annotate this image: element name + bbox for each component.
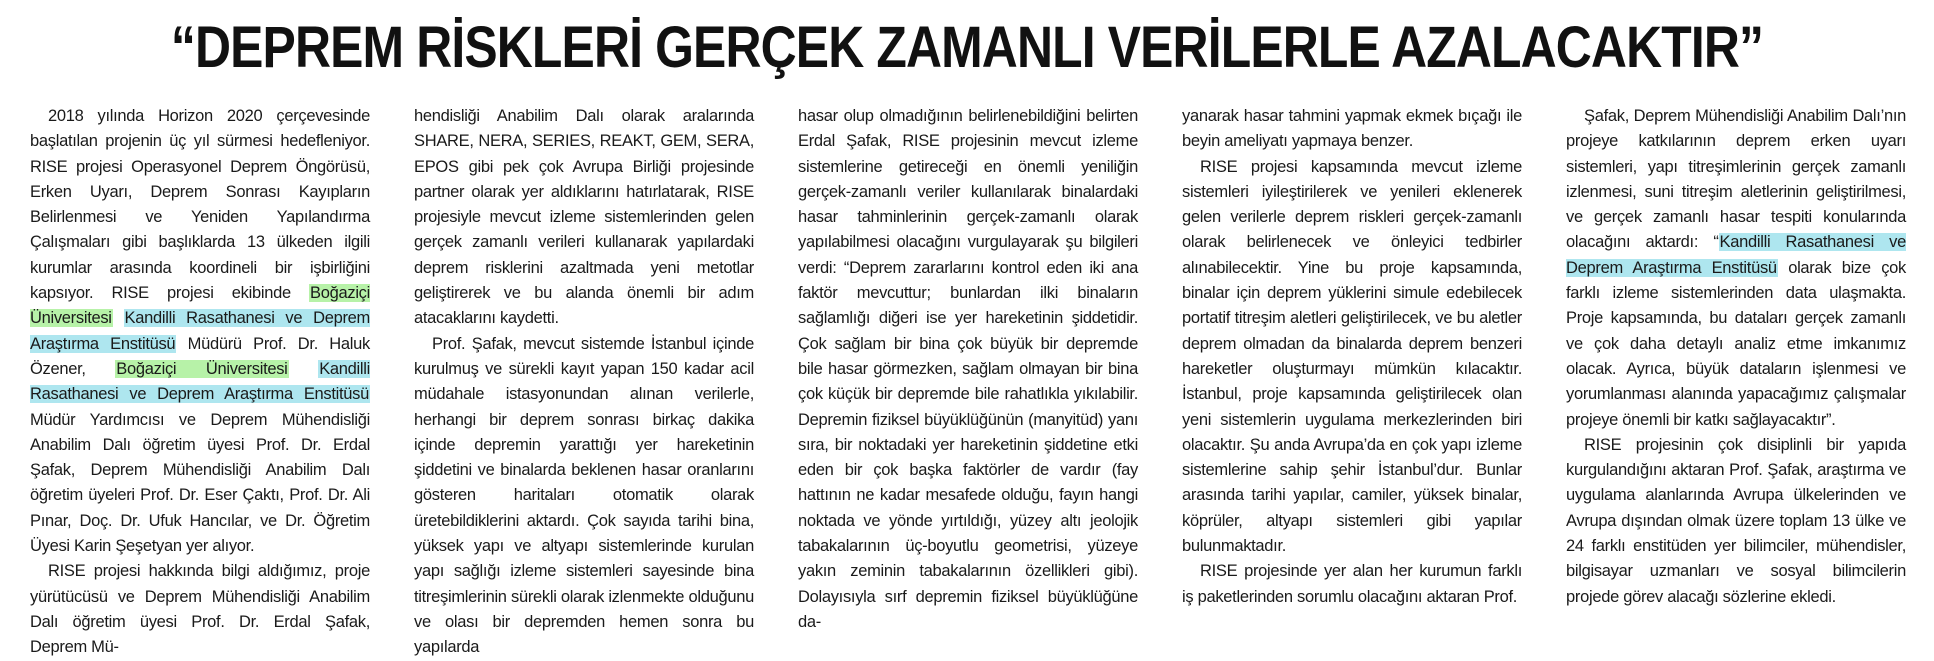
- article-paragraph: [414, 332, 754, 661]
- article-column-2: [396, 104, 772, 657]
- article-paragraph: [1182, 104, 1522, 155]
- highlighted-university-name: Boğaziçi Üniversitesi: [30, 284, 370, 328]
- paragraph-text: Şafak, Deprem Mühendisliği Anabilim Dalı’nın projeye katkılarının deprem erken uyarı sistemleri, yapı titreşimlerinin gerçek zamanlı izlenmesi, suni titreşim aletlerinin geliştirilmesi, ve gerçek zamanlı hasar tespiti konularında olacağını aktardı: “: [1566, 107, 1906, 252]
- headline-close-quote: ”: [1739, 15, 1764, 80]
- headline-title: DEPREM RİSKLERİ GERÇEK ZAMANLI VERİLERLE AZALACAKTIR: [194, 15, 1740, 80]
- highlighted-institute-name: Kandilli Rasathanesi ve Deprem Araştırma Enstitüsü: [1566, 233, 1906, 277]
- paragraph-text: [289, 360, 319, 378]
- article-paragraph: [798, 104, 1138, 635]
- paragraph-text: RISE projesi kapsamında mevcut izleme sistemleri iyileştirilerek ve yenileri eklenerek gelen verilerle deprem riskleri gerçek-zamanlı olarak belirlenecek ve önleyici tedbirler alınabilecektir. Yine bu proje kapsamında, binalar için deprem yüklerini simule edebilecek portatif titreşim aletleri geliştirilecek, ve bu aletler deprem olmadan da binalarda deprem benzeri hareketler oluşturmayı mümkün kılacaktır. İstanbul, proje kapsamında geliştirilecek olan yeni sistemlerin uygulama merkezlerinden biri olacaktır. Şu anda Avrupa’da en çok yapı izleme sistemlerine sahip şehir İstanbul’dur. Bunlar arasında tarihi yapılar, camiler, yüksek binalar, köprüler, altyapı sistemleri gibi yapılar bulunmaktadır.: [1182, 157, 1522, 556]
- article-paragraph: [1182, 155, 1522, 560]
- paragraph-text: Prof. Şafak, mevcut sistemde İstanbul içinde kurulmuş ve sürekli kayıt yapan 150 kadar acil müdahale istasyonundan alınan verilerle, herhangi bir deprem sonrası birkaç dakika içinde depremin yarattığı yer hareketinin şiddetini ve binalarda beklenen hasar oranlarını gösteren haritaları otomatik olarak üretebildiklerini aktardı. Çok sayıda tarihi bina, yüksek yapı ve altyapı sistemlerinde kurulan yapı sağlığı izleme sistemleri sayesinde bina titreşimlerinin sürekli olarak izlenmekte olduğunu ve olası bir depremden hemen sonra bu yapılarda: [414, 334, 754, 657]
- paragraph-text: RISE projesinde yer alan her kurumun farklı iş paketlerinden sorumlu olacağını aktaran Prof.: [1182, 562, 1522, 606]
- paragraph-text: 2018 yılında Horizon 2020 çerçevesinde başlatılan projenin üç yıl sürmesi hedefleniyor. RISE projesi Operasyonel Deprem Öngörüsü, Erken Uyarı, Deprem Sonrası Kayıpların Belirlenmesi ve Yeniden Yapılandırma Çalışmaları gibi başlıklarda 13 ülkeden ilgili kurumlar arasında koordineli bir işbirliğini kapsıyor. RISE projesi ekibinde: [30, 107, 370, 303]
- article-paragraph: [1566, 104, 1906, 433]
- article-paragraph: [414, 104, 754, 332]
- headline-open-quote: “: [170, 15, 195, 80]
- paragraph-text: [113, 309, 124, 327]
- paragraph-text: Müdürü Prof. Dr. Haluk Özener,: [30, 334, 370, 378]
- article-column-1: [12, 104, 388, 657]
- highlighted-university-name: Boğaziçi Üniversitesi: [116, 359, 288, 378]
- article-column-3: [780, 104, 1156, 631]
- paragraph-text: hendisliği Anabilim Dalı olarak aralarında SHARE, NERA, SERIES, REAKT, GEM, SERA, EPOS gibi pek çok Avrupa Birliği projesinde partner olarak yer aldıklarını hatırlatarak, RISE projesiyle mevcut izleme sistemlerinden gelen gerçek zamanlı verileri kullanarak yapılardaki deprem risklerini azaltmada yeni metotlar geliştirerek ve bu alanda önemli bir adım atacaklarını kaydetti.: [414, 107, 754, 328]
- highlighted-institute-name: Kandilli Rasathanesi ve Deprem Araştırma Enstitüsü: [30, 359, 370, 404]
- article-paragraph: [1182, 559, 1522, 610]
- article-column-5: [1548, 104, 1924, 606]
- article-column-4: [1164, 104, 1540, 606]
- article-paragraph: [1566, 433, 1906, 610]
- paragraph-text: olarak bize çok farklı izleme sistemlerinden data ulaşmakta. Proje kapsamında, bu dataları gerçek zamanlı ve çok daha detaylı analiz etme imkanımız olacak. Ayrıca, büyük dataların işlenmesi ve yorumlanması alanında yapacağımız çalışmalar projeye önemli bir katkı sağlayacaktır”.: [1566, 258, 1906, 429]
- article-body: [12, 104, 1924, 657]
- paragraph-text: Müdür Yardımcısı ve Deprem Mühendisliği Anabilim Dalı öğretim üyesi Prof. Dr. Erdal Şafak, Deprem Mühendisliği Anabilim Dalı öğretim üyeleri Prof. Dr. Eser Çaktı, Prof. Dr. Ali Pınar, Doç. Dr. Ufuk Hancılar, ve Dr. Öğretim Üyesi Karin Şeşetyan yer alıyor.: [30, 410, 370, 556]
- paragraph-text: RISE projesi hakkında bilgi aldığımız, proje yürütücüsü ve Deprem Mühendisliği Anabilim Dalı öğretim üyesi Prof. Dr. Erdal Şafak, Deprem Mü-: [30, 562, 370, 657]
- paragraph-text: hasar olup olmadığının belirlenebildiğini belirten Erdal Şafak, RISE projesinin mevcut izleme sistemlerine getireceği en önemli yeniliğin gerçek-zamanlı veriler kullanılarak binalardaki hasar tahminlerinin gerçek-zamanlı olarak yapılabilmesi olacağını vurgulayarak şu bilgileri verdi: “Deprem zararlarını kontrol eden iki ana faktör mevcuttur; bunlardan ilki binaların sağlamlığı diğeri ise yer hareketinin şiddetidir. Çok sağlam bir bina çok büyük bir depremde bile hasar görmezken, sağlam olmayan bir bina çok küçük bir depremde bile rahatlıkla yıkılabilir. Depremin fiziksel büyüklüğünün (manyitüd) yanı sıra, bir noktadaki yer hareketinin şiddetine etki eden bir çok başka faktörler de vardır (fay hattının ne kadar mesafede olduğu, fayın hangi noktada ve yönde yırtıldığı, yüzey altı jeolojik tabakalarının üç-boyutlu geometrisi, yüzeye yakın zeminin tabakalarının özellikleri gibi). Dolayısıyla sırf depremin fiziksel büyüklüğüne da-: [798, 107, 1138, 631]
- article-paragraph: [30, 104, 370, 559]
- article-paragraph: [30, 559, 370, 660]
- paragraph-text: yanarak hasar tahmini yapmak ekmek bıçağı ile beyin ameliyatı yapmaya benzer.: [1182, 107, 1522, 151]
- paragraph-text: RISE projesinin çok disiplinli bir yapıda kurgulandığını aktaran Prof. Şafak, araştırma ve uygulama alanlarında Avrupa ülkelerinden ve Avrupa dışından olmak üzere toplam 13 ülke ve 24 farklı enstitüden yer bilimciler, mühendisler, bilgisayar uzmanları ve sosyal bilimcilerin projede görev alacağı sözlerine ekledi.: [1566, 435, 1906, 606]
- article-headline: [135, 0, 1798, 96]
- highlighted-institute-name: Kandilli Rasathanesi ve Deprem Araştırma Enstitüsü: [30, 309, 370, 353]
